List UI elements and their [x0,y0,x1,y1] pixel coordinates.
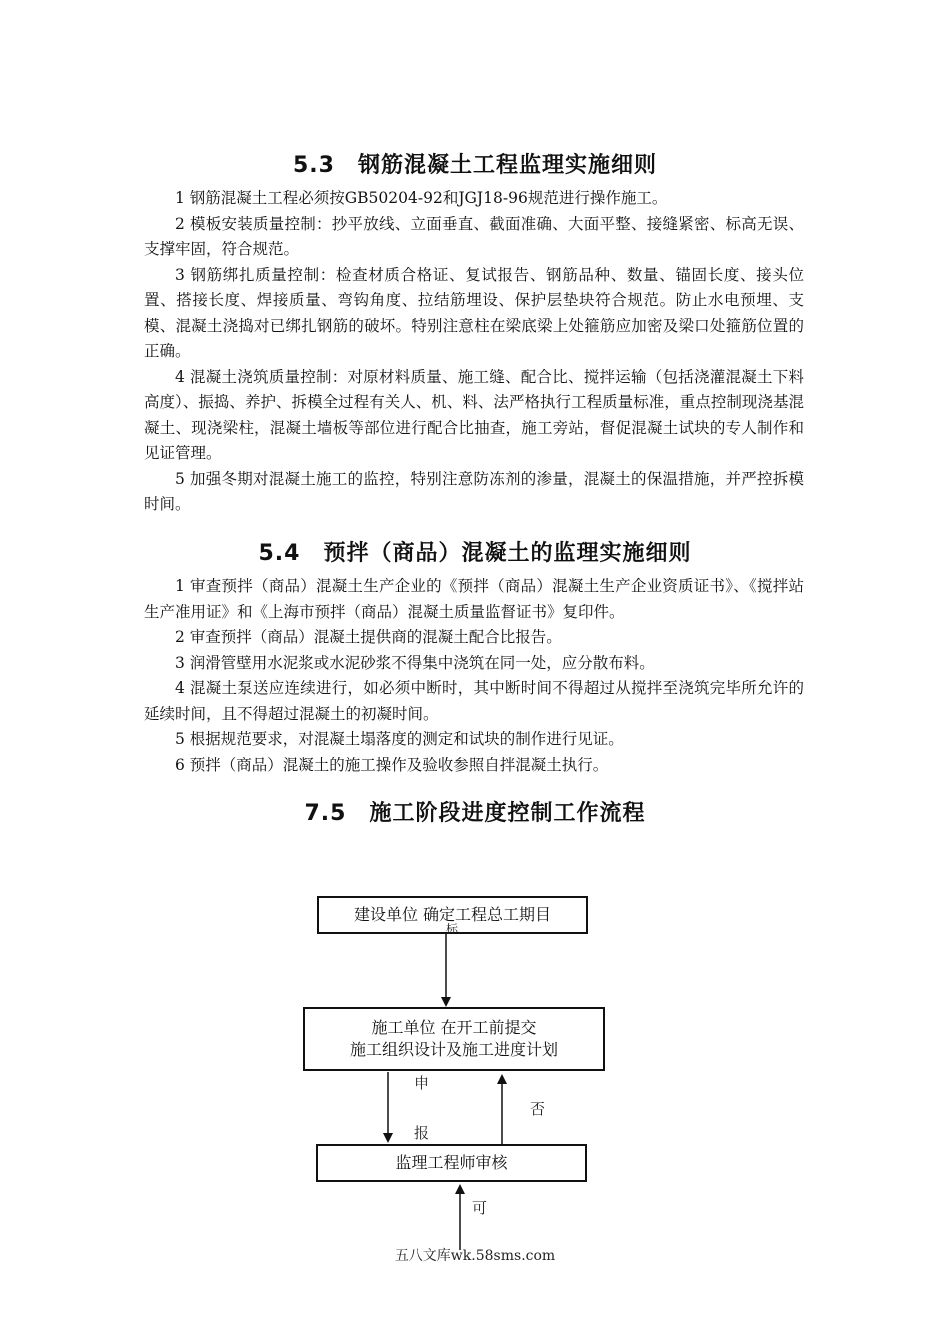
section-7-5-title: 7.5 施工阶段进度控制工作流程 [304,801,646,826]
section-5-4-title: 5.4 预拌（商品）混凝土的监理实施细则 [258,541,692,566]
flow-label-shen: 申 [414,1074,430,1092]
paragraph: 4 混凝土浇筑质量控制：对原材料质量、施工缝、配合比、搅拌运输（包括浇灌混凝土下料高度）、振捣、养护、拆模全过程有关人、机、料、法严格执行工程质量标准，重点控制现浇基混凝土、现浇梁柱，混凝土墙板等部位进行配合比抽查，施工旁站，督促混凝土试块的专人制作和见证管理。 [144,367,804,462]
flow-box-supervisor-review [316,1144,587,1182]
flow-box-contractor-line2: 施工组织设计及施工进度计划 [349,1040,558,1059]
watermark-footer: 五八文库wk.58sms.com [394,1248,556,1264]
flow-box-contractor-submit [303,1007,605,1071]
flow-label-ke: 可 [472,1199,488,1217]
flow-label-fou: 否 [530,1100,546,1118]
flow-label-bao: 报 [414,1124,430,1142]
paragraph: 3 润滑管壁用水泥浆或水泥砂浆不得集中浇筑在同一处，应分散布料。 [175,653,655,672]
section-5-3-title: 5.3 钢筋混凝土工程监理实施细则 [293,153,657,178]
flow-box-owner-text: 建设单位 确定工程总工期目 [353,905,552,924]
paragraph: 2 审查预拌（商品）混凝土提供商的混凝土配合比报告。 [175,628,562,646]
paragraph: 3 钢筋绑扎质量控制：检查材质合格证、复试报告、钢筋品种、数量、锚固长度、接头位置、搭接长度、焊接质量、弯钩角度、拉结筋埋设、保护层垫块符合规范。防止水电预埋、支模、混凝土浇捣对已绑扎钢筋的破坏。特别注意柱在梁底梁上处箍筋应加密及梁口处箍筋位置的正确。 [144,265,804,360]
flow-box-contractor-line1: 施工单位 在开工前提交 [371,1018,537,1037]
paragraph: 1 钢筋混凝土工程必须按GB50204-92和JGJ18-96规范进行操作施工。 [175,189,668,207]
paragraph: 5 加强冬期对混凝土施工的监控，特别注意防冻剂的渗量，混凝土的保温措施，并严控拆模时间。 [144,469,804,513]
paragraph: 4 混凝土泵送应连续进行，如必须中断时，其中断时间不得超过从搅拌至浇筑完毕所允许的延续时间，且不得超过混凝土的初凝时间。 [144,679,804,723]
paragraph: 1 审查预拌（商品）混凝土生产企业的《预拌（商品）混凝土生产企业资质证书》、《搅拌站生产准用证》和《上海市预拌（商品）混凝土质量监督证书》复印件。 [144,577,804,621]
flow-box-supervisor-text: 监理工程师审核 [395,1153,508,1172]
paragraph: 5 根据规范要求，对混凝土塌落度的测定和试块的制作进行见证。 [175,730,624,748]
flow-box-overflow-fragment [446,918,458,927]
paragraph: 6 预拌（商品）混凝土的施工操作及验收参照自拌混凝土执行。 [175,755,609,774]
paragraph: 2 模板安装质量控制：抄平放线、立面垂直、截面准确、大面平整、接缝紧密、标高无误、支撑牢固，符合规范。 [144,214,804,258]
